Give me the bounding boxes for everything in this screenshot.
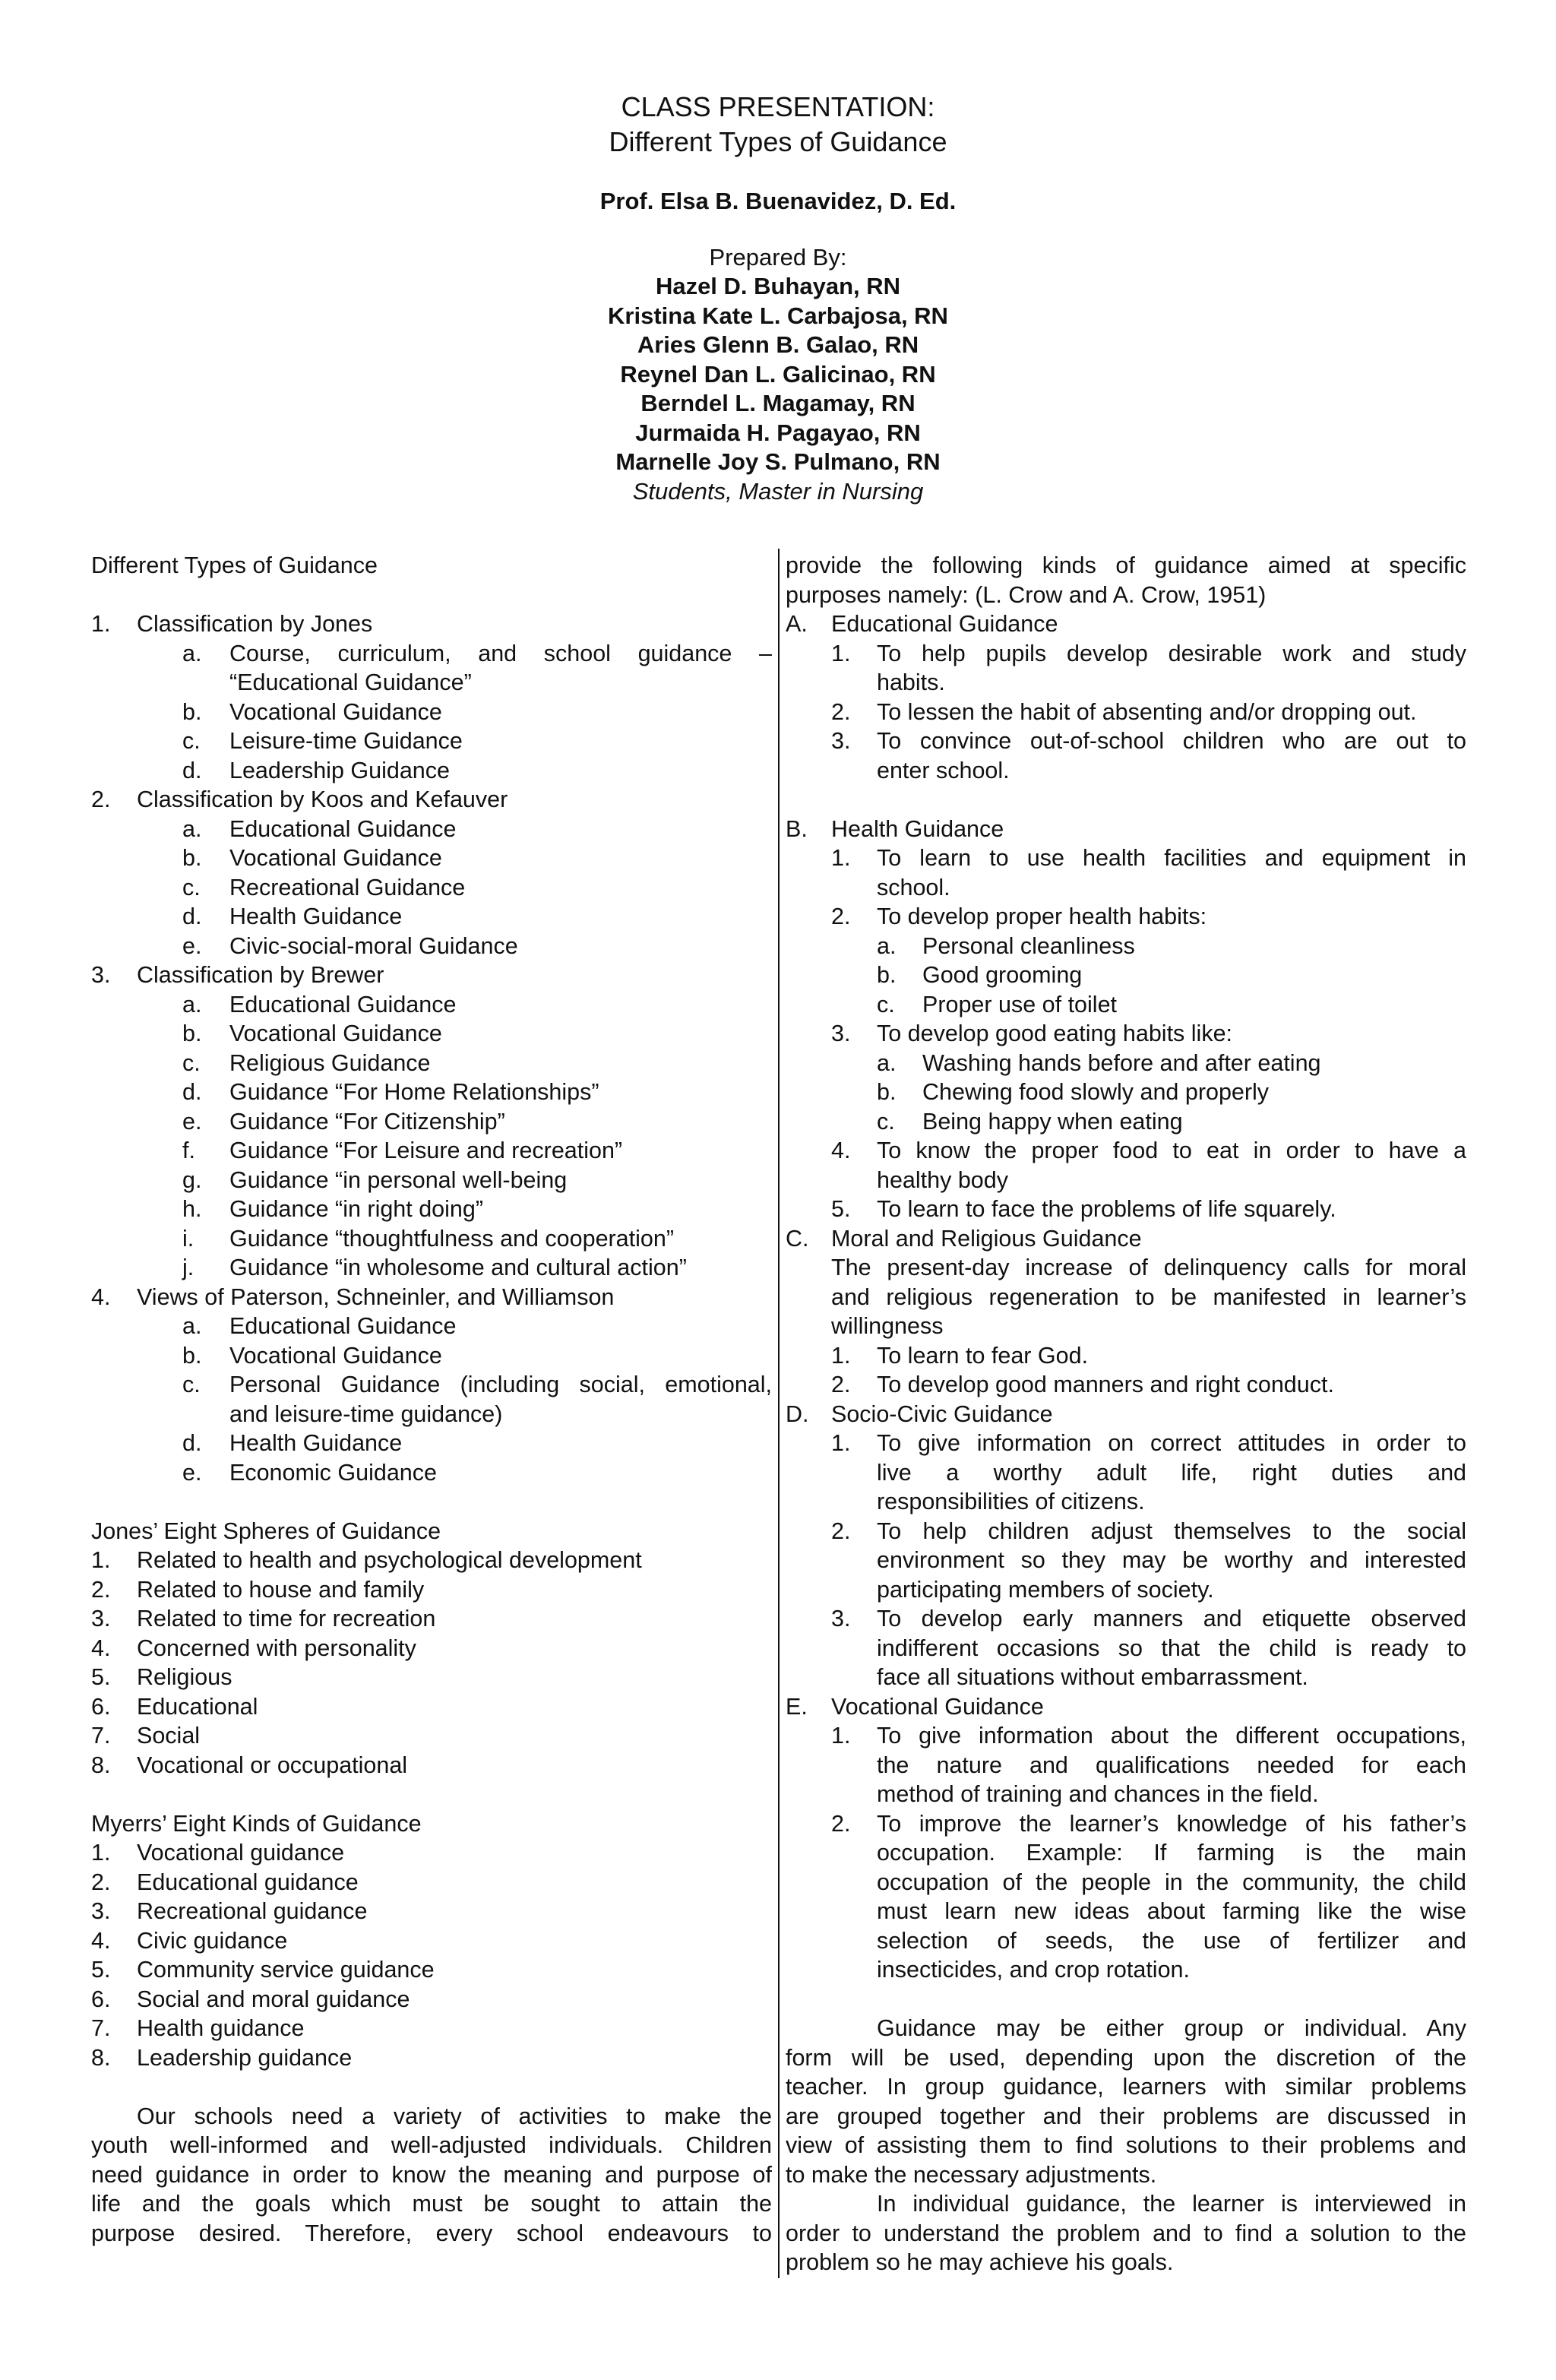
list-item: 1. To help pupils develop desirable work and study	[831, 640, 1466, 666]
document-header	[0, 90, 1556, 506]
right-column	[786, 551, 1466, 2277]
sub-list-item: a. Educational Guidance	[182, 991, 457, 1018]
paragraph-line: are grouped together and their problems are discussed in	[786, 2103, 1466, 2129]
list-item-cont: selection of seeds, the use of fertilizer and	[877, 1927, 1466, 1954]
list-item-cont: must learn new ideas about farming like the wise	[877, 1898, 1466, 1924]
list-item: 8. Vocational or occupational	[91, 1752, 408, 1778]
list-item-cont: indifferent occasions so that the child is ready to	[877, 1635, 1466, 1661]
list-item: 6. Educational	[91, 1693, 258, 1720]
sub-list-item: e. Civic-social-moral Guidance	[182, 932, 518, 959]
list-item: 6. Social and moral guidance	[91, 1986, 410, 2012]
paragraph-line: Guidance may be either group or individual. Any	[877, 2015, 1466, 2041]
list-item: 7. Health guidance	[91, 2015, 305, 2041]
list-item: 3. To develop early manners and etiquette observed	[831, 1606, 1466, 1632]
list-item-cont: insecticides, and crop rotation.	[877, 1957, 1190, 1983]
sub-list-item: b. Vocational Guidance	[182, 1342, 442, 1369]
list-item-cont: habits.	[877, 669, 945, 695]
author-name: Berndel L. Magamay, RN	[640, 390, 916, 416]
list-item: 1. To give information about the different occupations,	[831, 1723, 1466, 1749]
sub-list-item: c. Being happy when eating	[877, 1108, 1183, 1135]
sub-list-item: a. Course, curriculum, and school guidance –	[182, 640, 772, 666]
sub-list-item-cont: and leisure-time guidance)	[229, 1400, 503, 1427]
list-item: 3. To develop good eating habits like:	[831, 1021, 1232, 1046]
category-heading: B. Health Guidance	[786, 815, 1004, 842]
prepared-by-label: Prepared By:	[709, 244, 847, 271]
paragraph-line: purpose desired. Therefore, every school endeavours to	[91, 2220, 772, 2246]
category-heading: D. Socio-Civic Guidance	[786, 1400, 1053, 1427]
category-heading: A. Educational Guidance	[786, 611, 1058, 637]
sub-list-item: b. Vocational Guidance	[182, 1021, 442, 1046]
author-name: Marnelle Joy S. Pulmano, RN	[615, 448, 941, 475]
sub-list-item: b. Chewing food slowly and properly	[877, 1079, 1270, 1105]
list-item: 7. Social	[91, 1723, 201, 1749]
sub-list-item: c. Personal Guidance (including social, emotional,	[182, 1372, 772, 1397]
sub-list-item: b. Vocational Guidance	[182, 698, 442, 725]
list-item: 2. Educational guidance	[91, 1869, 359, 1895]
sub-list-item: g. Guidance “in personal well-being	[182, 1166, 568, 1193]
list-item: 3. Recreational guidance	[91, 1898, 368, 1924]
list-item: 4. Civic guidance	[91, 1927, 288, 1954]
list-item-cont: method of training and chances in the field.	[877, 1781, 1319, 1807]
list-item-cont: occupation of the people in the community, the child	[877, 1869, 1466, 1895]
sub-list-item-cont: “Educational Guidance”	[229, 669, 472, 695]
title-line-2: Different Types of Guidance	[609, 126, 947, 157]
list-item-cont: the nature and qualifications needed for each	[877, 1752, 1466, 1778]
sub-list-item: a. Personal cleanliness	[877, 932, 1135, 959]
section-heading: Different Types of Guidance	[91, 552, 378, 578]
author-name: Aries Glenn B. Galao, RN	[637, 331, 919, 358]
sub-list-item: e. Economic Guidance	[182, 1459, 437, 1486]
sub-list-item: e. Guidance “For Citizenship”	[182, 1108, 505, 1135]
list-item: 3. Classification by Brewer	[91, 962, 384, 988]
paragraph-line: Our schools need a variety of activities to make the	[137, 2103, 772, 2129]
paragraph-line: provide the following kinds of guidance aimed at specific	[786, 552, 1466, 578]
list-item: 1. To learn to fear God.	[831, 1342, 1089, 1369]
list-item: 2. To improve the learner’s knowledge of his father’s	[831, 1810, 1466, 1837]
author-name: Kristina Kate L. Carbajosa, RN	[608, 302, 948, 329]
list-item: 1. To give information on correct attitudes in order to	[831, 1430, 1466, 1456]
sub-list-item: c. Religious Guidance	[182, 1049, 431, 1076]
list-item-cont: school.	[877, 874, 950, 900]
category-heading: C. Moral and Religious Guidance	[786, 1225, 1142, 1252]
sub-list-item: i. Guidance “thoughtfulness and cooperation”	[182, 1225, 674, 1252]
list-item: 2. Classification by Koos and Kefauver	[91, 786, 508, 812]
list-item: 2. To lessen the habit of absenting and/or dropping out.	[831, 698, 1417, 725]
paragraph-line: and religious regeneration to be manifested in learner’s	[831, 1283, 1466, 1310]
sub-list-item: f. Guidance “For Leisure and recreation”	[182, 1138, 623, 1163]
list-item: 4. Views of Paterson, Schneinler, and Williamson	[91, 1283, 615, 1310]
author-list	[0, 272, 1556, 477]
paragraph-line: order to understand the problem and to find a solution to the	[786, 2220, 1466, 2246]
sub-list-item: b. Good grooming	[877, 962, 1083, 988]
sub-list-item: d. Leadership Guidance	[182, 757, 450, 783]
sub-list-item: c. Proper use of toilet	[877, 991, 1118, 1018]
sub-list-item: c. Leisure-time Guidance	[182, 728, 463, 754]
sub-list-item: d. Health Guidance	[182, 1430, 403, 1456]
section-heading: Jones’ Eight Spheres of Guidance	[91, 1518, 441, 1544]
list-item: 1. Vocational guidance	[91, 1840, 345, 1866]
list-item: 5. Religious	[91, 1664, 232, 1690]
left-column	[91, 551, 772, 2248]
list-item: 1. Classification by Jones	[91, 611, 373, 637]
sub-list-item: b. Vocational Guidance	[182, 845, 442, 871]
paragraph-line: teacher. In group guidance, learners with similar problems	[786, 2074, 1466, 2100]
list-item-cont: enter school.	[877, 757, 1010, 783]
paragraph-line: to make the necessary adjustments.	[786, 2161, 1157, 2188]
paragraph-line: In individual guidance, the learner is interviewed in	[877, 2191, 1466, 2217]
list-item: 1. Related to health and psychological development	[91, 1547, 642, 1573]
list-item: 4. Concerned with personality	[91, 1635, 416, 1661]
author-name: Reynel Dan L. Galicinao, RN	[620, 360, 936, 388]
title-line-1: CLASS PRESENTATION:	[621, 91, 935, 122]
paragraph-line: life and the goals which must be sought to attain the	[91, 2191, 772, 2217]
list-item-cont: occupation. Example: If farming is the main	[877, 1840, 1466, 1866]
list-item: 3. To convince out-of-school children who are out to	[831, 728, 1466, 754]
list-item-cont: healthy body	[877, 1166, 1008, 1193]
list-item: 2. Related to house and family	[91, 1576, 425, 1603]
list-item: 8. Leadership guidance	[91, 2044, 353, 2071]
section-heading: Myerrs’ Eight Kinds of Guidance	[91, 1810, 422, 1837]
paragraph-line: need guidance in order to know the meaning and purpose of	[91, 2161, 772, 2188]
sub-list-item: a. Washing hands before and after eating	[877, 1049, 1321, 1076]
list-item: 2. To help children adjust themselves to the social	[831, 1518, 1466, 1544]
list-item: 1. To learn to use health facilities and equipment in	[831, 845, 1466, 871]
sub-list-item: a. Educational Guidance	[182, 1313, 457, 1339]
sub-list-item: j. Guidance “in wholesome and cultural action”	[182, 1255, 687, 1280]
list-item: 2. To develop good manners and right conduct.	[831, 1372, 1334, 1397]
category-heading: E. Vocational Guidance	[786, 1693, 1044, 1720]
column-divider	[778, 549, 780, 2278]
paragraph-line: form will be used, depending upon the discretion of the	[786, 2044, 1466, 2071]
author-name: Hazel D. Buhayan, RN	[655, 273, 901, 299]
list-item-cont: environment so they may be worthy and interested	[877, 1547, 1466, 1573]
paragraph-line: youth well-informed and well-adjusted individuals. Children	[91, 2132, 772, 2158]
paragraph-line: The present-day increase of delinquency calls for moral	[831, 1255, 1466, 1280]
sub-list-item: a. Educational Guidance	[182, 815, 457, 842]
author-role: Students, Master in Nursing	[632, 477, 924, 505]
list-item-cont: live a worthy adult life, right duties and	[877, 1459, 1466, 1486]
paragraph-line: willingness	[831, 1313, 944, 1339]
sub-list-item: d. Health Guidance	[182, 904, 403, 929]
paragraph-line: problem so he may achieve his goals.	[786, 2249, 1174, 2275]
professor-name: Prof. Elsa B. Buenavidez, D. Ed.	[599, 188, 957, 214]
sub-list-item: d. Guidance “For Home Relationships”	[182, 1079, 599, 1105]
paragraph-line: purposes namely: (L. Crow and A. Crow, 1951)	[786, 581, 1267, 608]
sub-list-item: h. Guidance “in right doing”	[182, 1196, 483, 1222]
list-item: 5. To learn to face the problems of life squarely.	[831, 1196, 1336, 1222]
list-item-cont: participating members of society.	[877, 1576, 1214, 1603]
author-name: Jurmaida H. Pagayao, RN	[635, 419, 921, 446]
list-item: 3. Related to time for recreation	[91, 1606, 436, 1632]
list-item: 5. Community service guidance	[91, 1957, 435, 1983]
sub-list-item: c. Recreational Guidance	[182, 874, 466, 900]
list-item: 2. To develop proper health habits:	[831, 904, 1207, 929]
paragraph-line: view of assisting them to find solutions to their problems and	[786, 2132, 1466, 2158]
list-item-cont: responsibilities of citizens.	[877, 1489, 1145, 1514]
list-item-cont: face all situations without embarrassment.	[877, 1664, 1308, 1690]
list-item: 4. To know the proper food to eat in order to have a	[831, 1138, 1466, 1163]
